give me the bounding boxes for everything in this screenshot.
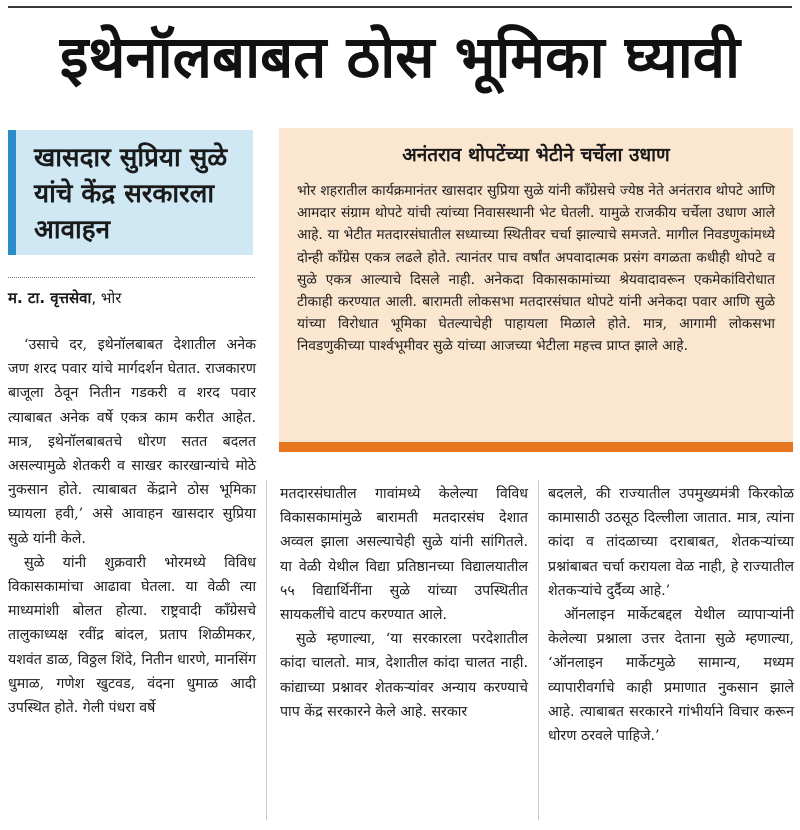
headline: इथेनॉलबाबत ठोस भूमिका घ्यावी bbox=[59, 23, 741, 91]
byline-divider bbox=[8, 277, 255, 279]
callout-body: भोर शहरातील कार्यक्रमानंतर खासदार सुप्रिया सुळे यांनी काँग्रेसचे ज्येष्ठ नेते अनंतराव थोपटे आणि आमदार संग्राम थोपटे यांची त्यांच्या निवासस्थानी भेट घेतली. यामुळे राजकीय चर्चेला उधाण आले आहे. या भेटीत मतदारसंघातील सध्याच्या स्थितीवर चर्चा झाल्याचे समजते. मागील निवडणुकांमध्ये दोन्ही काँग्रेस एकत्र लढले होते. त्यानंतर पाच वर्षांत अपवादात्मक प्रसंग वगळता कधीही थोपटे व सुळे एकत्र आल्याचे दिसले नाही. अनेकदा विकासकामांच्या श्रेयवादावरून एकमेकांविरोधात टीकाही करण्यात आली. बारामती लोकसभा मतदारसंघात थोपटे यांनी अनेकदा पवार आणि सुळे यांच्या विरोधात भूमिका घेतल्याचेही पाहायला मिळाले होते. मात्र, आगामी लोकसभा निवडणुकीच्या पार्श्वभूमीवर सुळे यांच्या आजच्या भेटीला महत्त्व प्राप्त झाले आहे. bbox=[297, 183, 775, 355]
byline-place: , भोर bbox=[91, 289, 122, 307]
sidebar-callout-box bbox=[279, 128, 793, 452]
article-column-3 bbox=[548, 482, 794, 748]
subheading: खासदार सुप्रिया सुळे यांचे केंद्र सरकारला आवाहन bbox=[34, 143, 228, 245]
article-column-2 bbox=[280, 482, 528, 724]
article-column-1 bbox=[8, 333, 256, 720]
paragraph: ऑनलाइन मार्केटबद्दल येथील व्यापाऱ्यांनी केलेल्या प्रश्नाला उत्तर देताना सुळे म्हणाल्या, ‘ऑनलाइन मार्केटमुळे सामान्य, मध्यम व्यापारीवर्गाचे काही प्रमाणात नुकसान झाले आहे. त्याबाबत सरकारने गांभीर्याने विचार करून धोरण ठरवले पाहिजे.’ bbox=[548, 607, 794, 745]
column-divider bbox=[538, 480, 539, 820]
callout-title: अनंतराव थोपटेंच्या भेटीने चर्चेला उधाण bbox=[402, 144, 670, 166]
column-divider bbox=[266, 480, 267, 820]
paragraph: मतदारसंघातील गावांमध्ये केलेल्या विविध विकासकामांमुळे बारामती मतदारसंघ देशात अव्वल झाला असल्याचेही सुळे यांनी सांगितले. या वेळी येथील विद्या प्रतिष्ठानच्या विद्यालयातील ५५ विद्यार्थिनींना सुळे यांच्या उपस्थितीत सायकलींचे वाटप करण्यात आले. bbox=[280, 486, 528, 624]
top-rule bbox=[8, 6, 792, 8]
byline bbox=[8, 286, 258, 310]
paragraph: बदलले, की राज्यातील उपमुख्यमंत्री किरकोळ कामासाठी उठसूठ दिल्लीला जातात. मात्र, त्यांना कांदा व तांदळाच्या दराबाबत, शेतकऱ्यांच्या प्रश्नांबाबत चर्चा करायला वेळ नाही, हे राज्यातील शेतकऱ्यांचे दुर्दैव्य आहे.’ bbox=[548, 486, 794, 599]
subheading-box bbox=[8, 130, 253, 255]
byline-agency: म. टा. वृत्तसेवा bbox=[8, 289, 92, 307]
paragraph: सुळे म्हणाल्या, ‘या सरकारला परदेशातील कांदा चालतो. मात्र, देशातील कांदा चालत नाही. कांद्याच्या प्रश्नावर शेतकऱ्यांवर अन्याय करण्याचे पाप केंद्र सरकारने केले आहे. सरकार bbox=[280, 631, 528, 720]
paragraph: सुळे यांनी शुक्रवारी भोरमध्ये विविध विकासकामांचा आढावा घेतला. या वेळी त्या माध्यमांशी बोलत होत्या. राष्ट्रवादी काँग्रेसचे तालुकाध्यक्ष रवींद्र बांदल, प्रताप शिळीमकर, यशवंत डाळ, विठ्ठल शिंदे, नितीन धारणे, मानसिंग धुमाळ, गणेश खुटवड, वंदना धुमाळ आदी उपस्थित होते. गेली पंधरा वर्षे bbox=[8, 554, 256, 717]
paragraph: ‘उसाचे दर, इथेनॉलबाबत देशातील अनेक जण शरद पवार यांचे मार्गदर्शन घेतात. राजकारण बाजूला ठेवून नितीन गडकरी व शरद पवार त्याबाबत अनेक वर्षे एकत्र काम करीत आहेत. मात्र, इथेनॉलबाबतचे धोरण सतत बदलत असल्यामुळे शेतकरी व साखर कारखान्यांचे मोठे नुकसान होते. त्याबाबत केंद्राने ठोस भूमिका घ्यायला हवी,’ असे आवाहन खासदार सुप्रिया सुळे यांनी केले. bbox=[8, 337, 256, 547]
